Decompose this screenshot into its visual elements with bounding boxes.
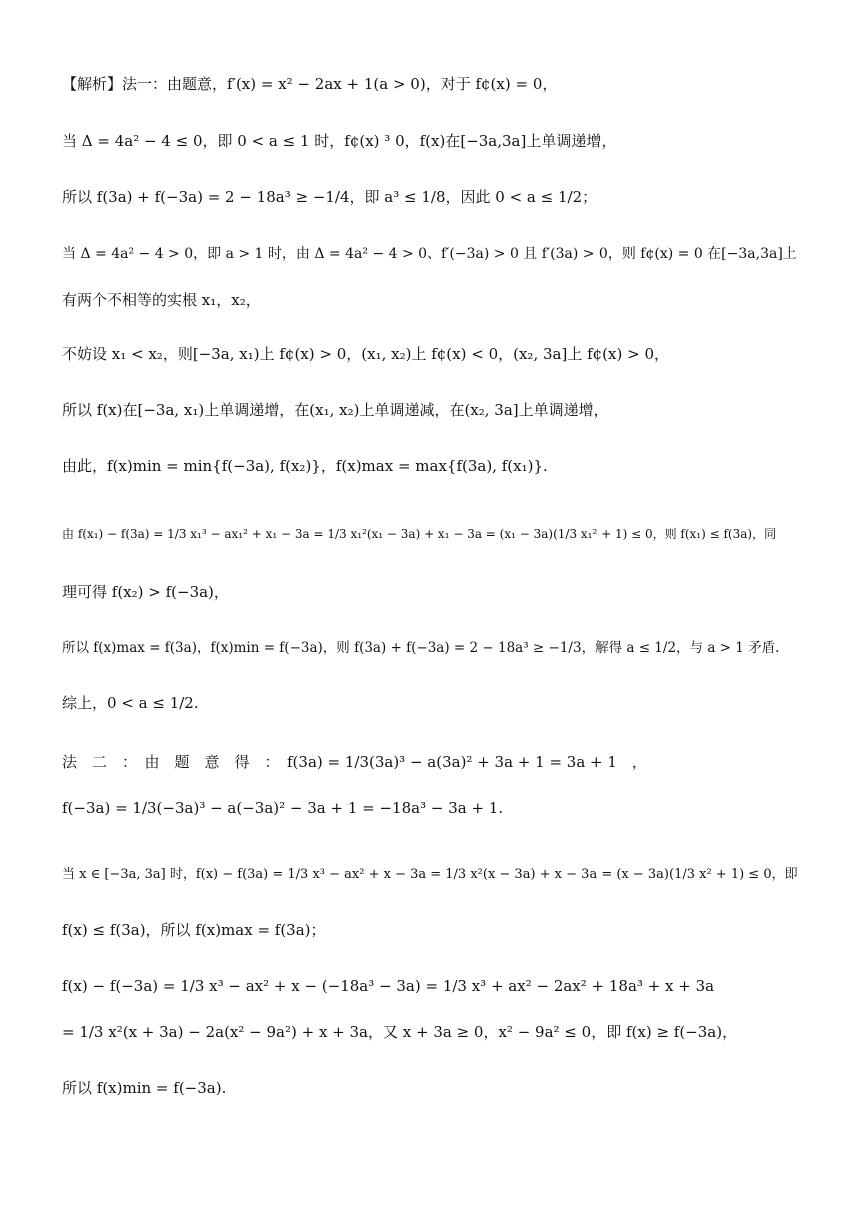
solution-line-5: 有两个不相等的实根 x₁，x₂， [62, 291, 261, 309]
solution-line-15: 当 x ∈ [−3a, 3a] 时，f(x) − f(3a) = 1/3 x³ − ax² + x − 3a = 1/3 x²(x − 3a) + x − 3a = (x − 3a)(1/3 x² + 1) ≤ 0，即 [62, 867, 798, 882]
solution-line-6: 不妨设 x₁ < x₂，则[−3a, x₁)上 f¢(x) > 0，(x₁, x₂)上 f¢(x) < 0，(x₂, 3a]上 f¢(x) > 0， [62, 345, 669, 363]
solution-line-16: f(x) ≤ f(3a)，所以 f(x)max = f(3a)； [62, 921, 326, 939]
solution-line-12: 综上，0 < a ≤ 1/2. [62, 694, 199, 712]
solution-line-18: = 1/3 x²(x + 3a) − 2a(x² − 9a²) + x + 3a，又 x + 3a ≥ 0，x² − 9a² ≤ 0，即 f(x) ≥ f(−3a)， [62, 1023, 738, 1041]
solution-line-2: 当 Δ = 4a² − 4 ≤ 0，即 0 < a ≤ 1 时，f¢(x) ³ 0，f(x)在[−3a,3a]上单调递增， [62, 132, 617, 150]
solution-line-7: 所以 f(x)在[−3a, x₁)上单调递增，在(x₁, x₂)上单调递减，在(x₂, 3a]上单调递增， [62, 401, 609, 419]
solution-line-8: 由此，f(x)min = min{f(−3a), f(x₂)}，f(x)max = max{f(3a), f(x₁)}. [62, 457, 548, 475]
solution-line-3: 所以 f(3a) + f(−3a) = 2 − 18a³ ≥ −1/4，即 a³ ≤ 1/8，因此 0 < a ≤ 1/2； [62, 188, 598, 206]
solution-line-14: f(−3a) = 1/3(−3a)³ − a(−3a)² − 3a + 1 = −18a³ − 3a + 1. [62, 799, 504, 817]
solution-line-11: 所以 f(x)max = f(3a)，f(x)min = f(−3a)，则 f(3a) + f(−3a) = 2 − 18a³ ≥ −1/3，解得 a ≤ 1/2，与 a > 1 矛盾. [62, 640, 780, 656]
solution-line-10: 理可得 f(x₂) > f(−3a)， [62, 583, 229, 601]
solution-line-19: 所以 f(x)min = f(−3a). [62, 1079, 227, 1097]
solution-line-13: 法 二 ： 由 题 意 得 ： f(3a) = 1/3(3a)³ − a(3a)² + 3a + 1 = 3a + 1 ， [62, 753, 647, 771]
solution-line-17: f(x) − f(−3a) = 1/3 x³ − ax² + x − (−18a³ − 3a) = 1/3 x³ + ax² − 2ax² + 18a³ + x + 3a [62, 977, 715, 995]
solution-line-1: 【解析】法一：由题意，f′(x) = x² − 2ax + 1(a > 0)，对于 f¢(x) = 0， [62, 75, 558, 93]
solution-line-9: 由 f(x₁) − f(3a) = 1/3 x₁³ − ax₁² + x₁ − 3a = 1/3 x₁²(x₁ − 3a) + x₁ − 3a = (x₁ − 3a)(1/3 x₁² + 1) ≤ 0，则 f(x₁) ≤ f(3a)，同 [62, 527, 777, 541]
solution-line-4: 当 Δ = 4a² − 4 > 0，即 a > 1 时，由 Δ = 4a² − 4 > 0、f′(−3a) > 0 且 f′(3a) > 0，则 f¢(x) = 0 在[−3a,3a]上 [62, 246, 797, 262]
